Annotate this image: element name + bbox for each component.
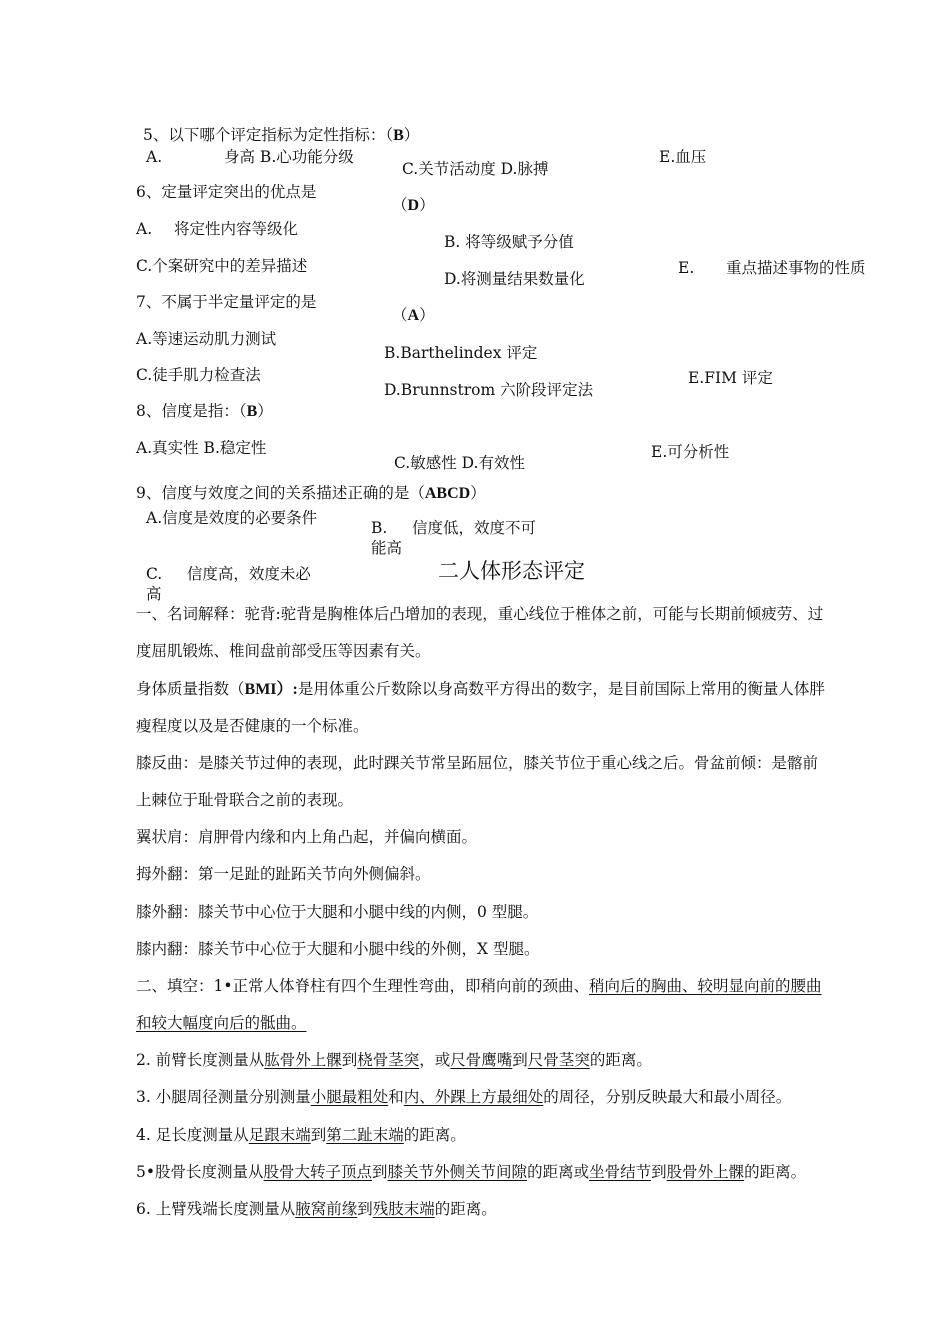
q8-answer: B <box>246 403 258 420</box>
q7-option-c: C.徒手肌力检查法 <box>136 366 261 384</box>
q5-option-e: E.血压 <box>659 148 707 166</box>
q7-option-a: A.等速运动肌力测试 <box>136 330 277 348</box>
q7-stem: 7、不属于半定量评定的是 <box>136 293 317 311</box>
q6-stem: 6、定量评定突出的优点是 <box>136 183 317 201</box>
definition-genu-varum: 膝内翻：膝关节中心位于大腿和小腿中线的外侧，X 型腿。 <box>136 940 540 958</box>
q6-option-a-label: A. <box>136 220 153 238</box>
definition-kyphosis-line2: 度屈肌锻炼、椎间盘前部受压等因素有关。 <box>136 642 431 660</box>
q7-option-b: B.Barthelindex 评定 <box>384 344 538 362</box>
q9-option-a: A.信度是效度的必要条件 <box>146 509 318 527</box>
q6-option-a-text: 将定性内容等级化 <box>174 220 299 238</box>
fill-3: 3. 小腿周径测量分别测量小腿最粗处和内、外踝上方最细处的周径，分别反映最大和最小周径。 <box>136 1088 792 1106</box>
q7-answer: （A） <box>392 306 435 324</box>
fill-1-line2: 和较大幅度向后的骶曲。 <box>136 1014 307 1032</box>
q7-option-d: D.Brunnstrom 六阶段评定法 <box>384 381 594 399</box>
definition-winged-scapula: 翼状肩：肩胛骨内缘和内上角凸起，并偏向横面。 <box>136 828 478 846</box>
q5-answer: B <box>393 127 404 144</box>
q6-option-b: B. 将等级赋予分值 <box>444 233 574 251</box>
definition-bmi-line1: 身体质量指数（BMI）:是用体重公斤数除以身高数平方得出的数字，是目前国际上常用的衡量人体胖 <box>136 680 825 698</box>
q5-option-a-label: A. <box>146 148 163 166</box>
definition-kyphosis-line1: 一、名词解释：驼背:驼背是胸椎体后凸增加的表现，重心线位于椎体之前，可能与长期前倾疲劳、过 <box>136 605 824 623</box>
section-title: 二人体形态评定 <box>438 559 585 583</box>
q8-stem: 8、信度是指：（B） <box>136 402 273 420</box>
q5-option-c: C.关节活动度 D.脉搏 <box>402 160 549 178</box>
q6-option-d: D.将测量结果数量化 <box>444 270 585 288</box>
definition-genu-recurvatum-line2: 上棘位于耻骨联合之前的表现。 <box>136 791 354 809</box>
q6-option-e-text: 重点描述事物的性质 <box>726 259 866 277</box>
q8-option-e: E.可分析性 <box>651 443 730 461</box>
fill-6: 6. 上臂残端长度测量从腋窝前缘到残肢末端的距离。 <box>136 1200 497 1218</box>
q5-option-a-text: 身高 B.心功能分级 <box>224 148 354 166</box>
definition-bmi-line2: 瘦程度以及是否健康的一个标准。 <box>136 717 369 735</box>
definition-genu-valgum: 膝外翻：膝关节中心位于大腿和小腿中线的内侧，0 型腿。 <box>136 903 539 921</box>
q5-stem: 5、以下哪个评定指标为定性指标：（B） <box>143 126 420 144</box>
q6-option-e-label: E. <box>678 259 695 277</box>
q7-option-e: E.FIM 评定 <box>688 369 773 387</box>
q8-option-a: A.真实性 B.稳定性 <box>136 439 267 457</box>
definition-hallux-valgus: 拇外翻：第一足趾的趾跖关节向外侧偏斜。 <box>136 865 431 883</box>
fill-5: 5•股骨长度测量从股骨大转子顶点到膝关节外侧关节间隙的距离或坐骨结节到股骨外上髁的距离。 <box>136 1163 807 1181</box>
q9-stem: 9、信度与效度之间的关系描述正确的是（ABCD） <box>136 484 486 502</box>
q9-option-b: B. 信度低，效度不可能高 <box>371 519 536 557</box>
q9-option-c: C. 信度高，效度未必高 <box>146 565 311 603</box>
q8-option-c: C.敏感性 D.有效性 <box>394 454 525 472</box>
q6-answer: （D） <box>392 196 435 214</box>
q9-answer: ABCD <box>424 485 471 502</box>
fill-1-line1: 二、填空：1•正常人体脊柱有四个生理性弯曲，即稍向前的颈曲、稍向后的胸曲、较明显向前的腰曲 <box>136 977 822 995</box>
q6-option-c: C.个案研究中的差异描述 <box>136 257 308 275</box>
fill-2: 2. 前臂长度测量从肱骨外上髁到桡骨茎突，或尺骨鹰嘴到尺骨茎突的距离。 <box>136 1051 652 1069</box>
definition-genu-recurvatum-line1: 膝反曲：是膝关节过伸的表现，此时踝关节常呈跖屈位，膝关节位于重心线之后。骨盆前倾：是髂前 <box>136 754 819 772</box>
fill-4: 4. 足长度测量从足跟末端到第二趾末端的距离。 <box>136 1126 466 1144</box>
